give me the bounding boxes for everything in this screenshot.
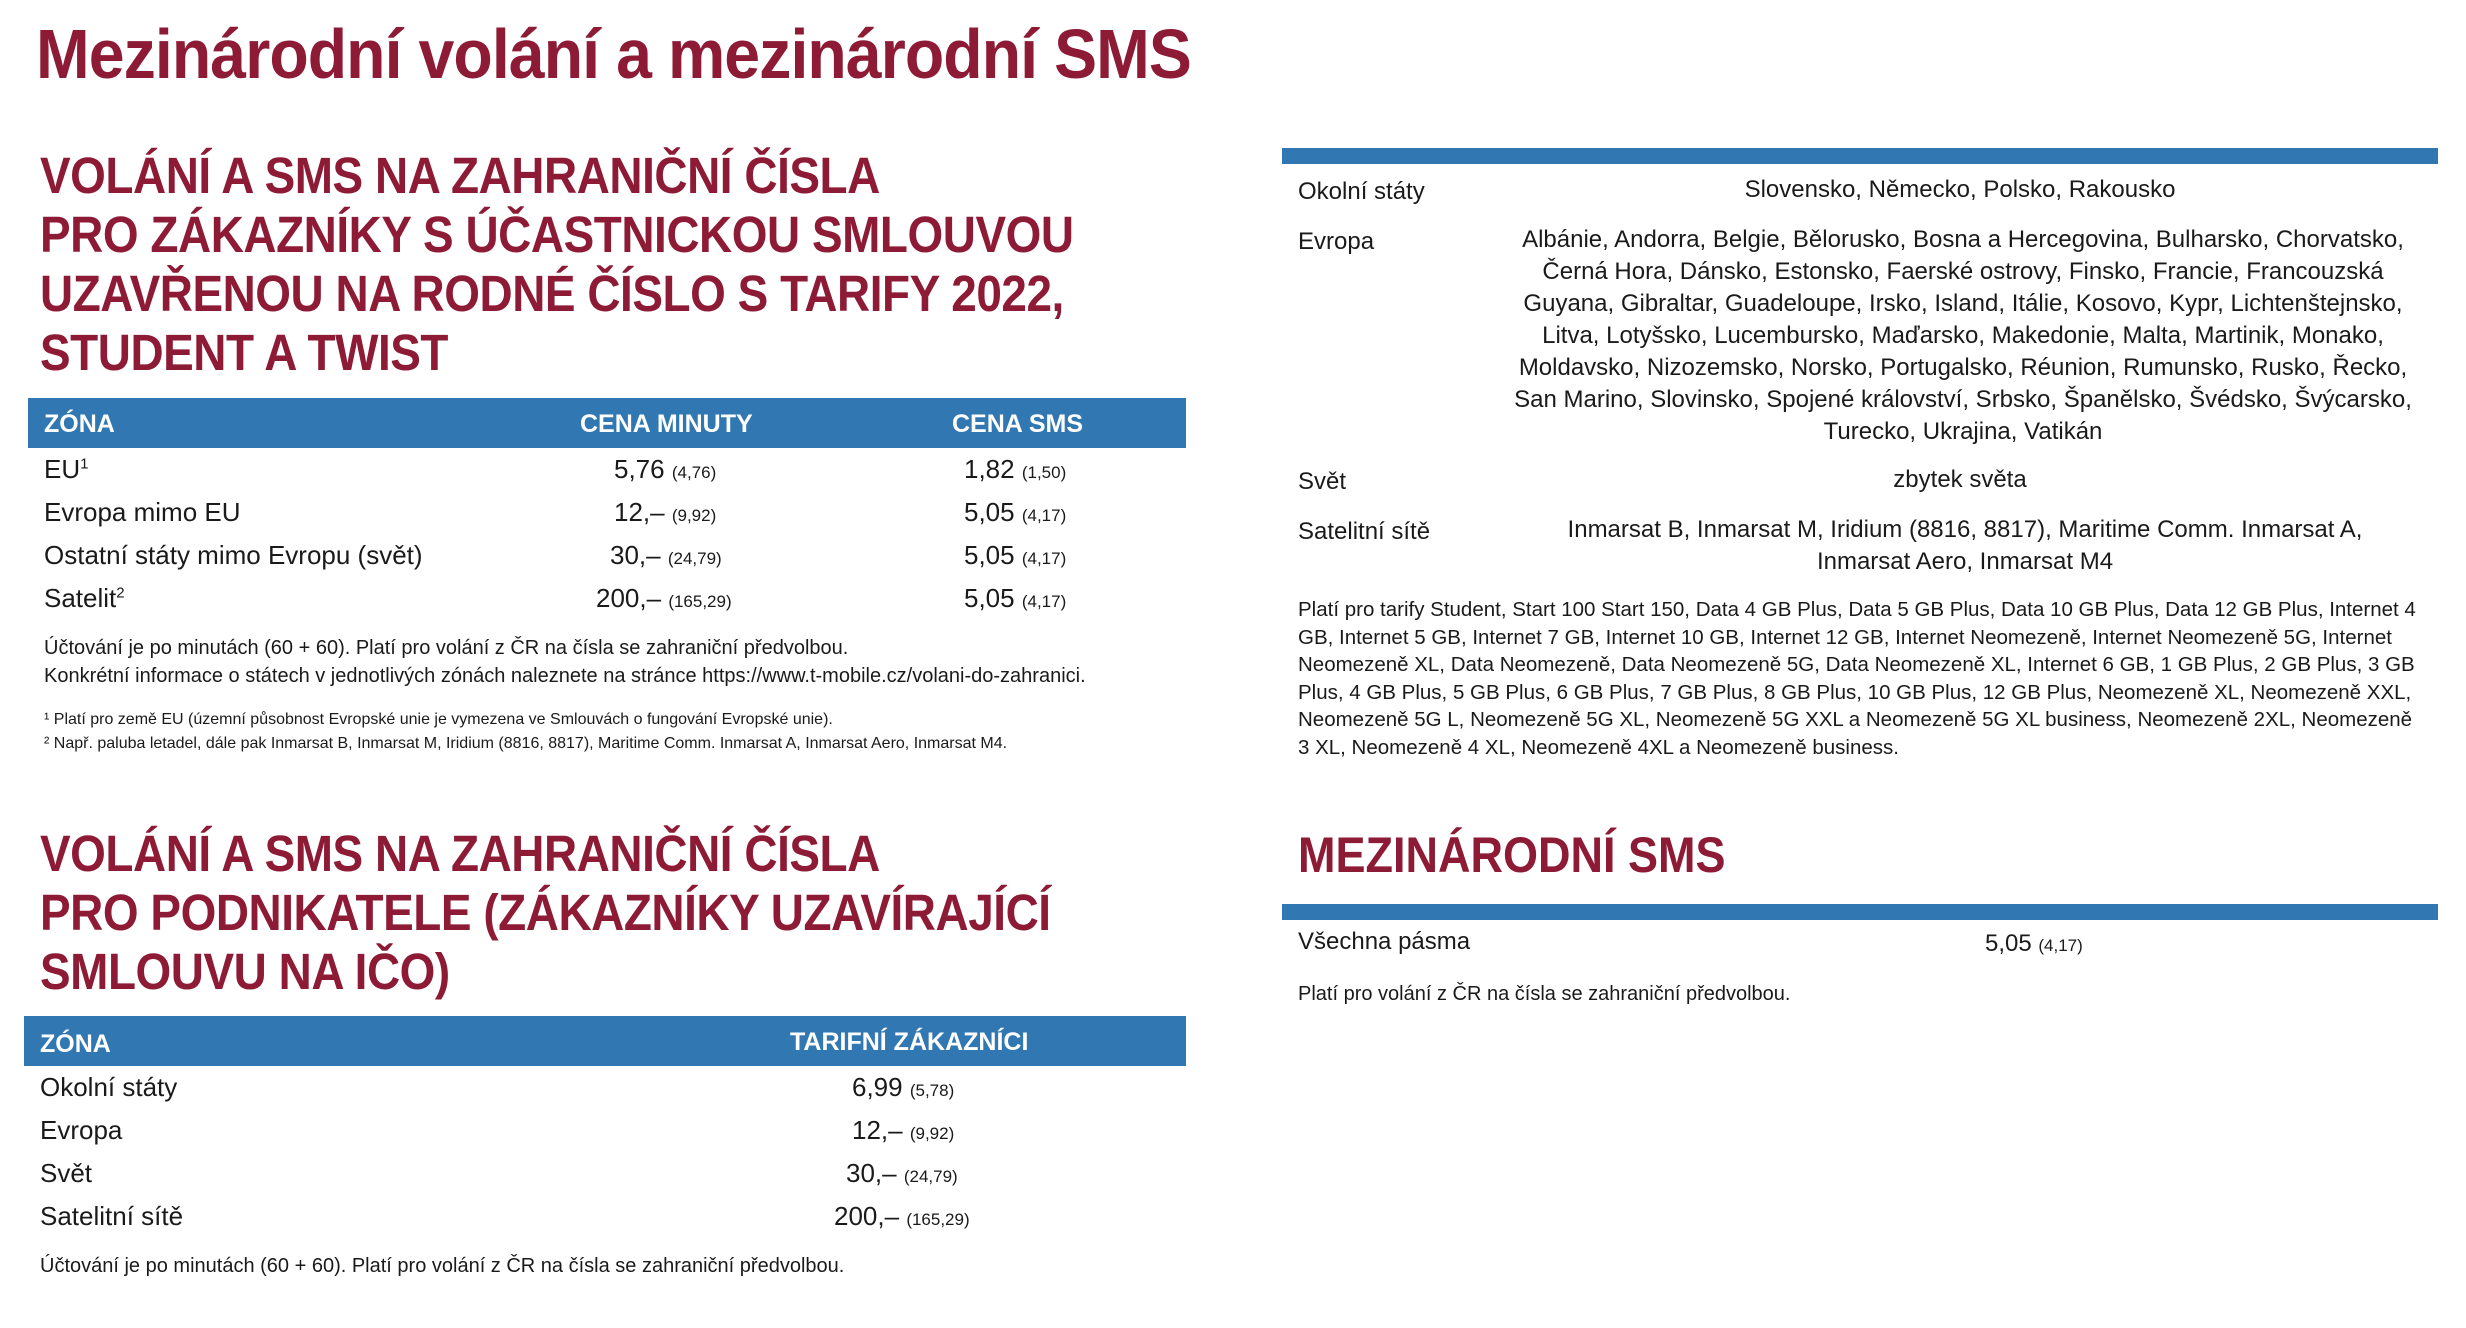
- minute-price: 200,–: [596, 583, 662, 613]
- sms-price-net: (4,17): [1021, 506, 1067, 525]
- minute-price-net: (24,79): [667, 549, 722, 568]
- section1-title-line: VOLÁNÍ A SMS NA ZAHRANIČNÍ ČÍSLA: [40, 147, 880, 204]
- sms-price-net: (1,50): [1021, 463, 1067, 482]
- tariff-price-net: (9,92): [909, 1124, 955, 1143]
- zone-label: Satelitní sítě: [40, 1201, 184, 1231]
- section1-title-line: STUDENT A TWIST: [40, 324, 449, 381]
- footnote-1: ¹ Platí pro země EU (územní působnost Evropské unie je vymezena ve Smlouvách o fungování Evropské unie).: [44, 711, 833, 728]
- section1-footnotes: [44, 708, 1007, 756]
- zone-countries: Slovensko, Německo, Polsko, Rakousko: [1744, 176, 2176, 203]
- billing-note: Účtování je po minutách (60 + 60). Platí pro volání z ČR na čísla se zahraniční předvolbou.: [44, 637, 849, 659]
- minute-price: 30,–: [610, 540, 661, 570]
- sms-price: 5,05: [964, 583, 1015, 613]
- zone-label: Evropa mimo EU: [44, 497, 241, 527]
- sms-price-net: (4,17): [2038, 936, 2083, 955]
- zones-divider-bar: [1282, 148, 2438, 164]
- zones-info-note: Konkrétní informace o státech v jednotlivých zónách naleznete na stránce https://www.t-mobile.cz/volani-do-zahranici.: [44, 665, 1086, 687]
- zone-countries: Inmarsat B, Inmarsat M, Iridium (8816, 8817), Maritime Comm. Inmarsat A, Inmarsat Aero, Inmarsat M4: [1567, 516, 2363, 575]
- sms-price: 5,05: [1985, 930, 2032, 957]
- zone-label: Evropa: [1298, 228, 1375, 255]
- zone-label: Okolní státy: [40, 1072, 178, 1102]
- sms-price-net: (4,17): [1021, 592, 1067, 611]
- header-tariff-customers: TARIFNÍ ZÁKAZNÍCI: [790, 1028, 1029, 1056]
- section2-title: [40, 824, 1051, 1001]
- zone-label: EU: [44, 454, 81, 484]
- section2-billing-note: Účtování je po minutách (60 + 60). Platí pro volání z ČR na čísla se zahraniční předvolbou.: [40, 1255, 845, 1277]
- zone-label: Svět: [1298, 468, 1347, 495]
- footnote-mark: 1: [80, 455, 89, 473]
- sms-price-net: (4,17): [1021, 549, 1067, 568]
- zone-label: Okolní státy: [1298, 178, 1425, 205]
- tariff-price-net: (5,78): [909, 1081, 955, 1100]
- section2-title-line: VOLÁNÍ A SMS NA ZAHRANIČNÍ ČÍSLA: [40, 825, 880, 882]
- sms-section-title: MEZINÁRODNÍ SMS: [1298, 827, 1726, 883]
- zone-label: Evropa: [40, 1115, 123, 1145]
- section1-notes: [44, 634, 1086, 690]
- header-zone: ZÓNA: [40, 1030, 111, 1058]
- sms-divider-bar: [1282, 904, 2438, 920]
- header-sms-price: CENA SMS: [952, 410, 1084, 438]
- footnote-mark: 2: [116, 584, 125, 602]
- section1-table-header: [28, 398, 1186, 448]
- tariff-price-net: (24,79): [903, 1167, 958, 1186]
- sms-price: 1,82: [964, 454, 1015, 484]
- section2-title-line: SMLOUVU NA IČO): [40, 943, 450, 1000]
- tariff-price: 30,–: [846, 1158, 897, 1188]
- zone-label: Ostatní státy mimo Evropu (svět): [44, 540, 423, 570]
- section2-table-header: [24, 1016, 1186, 1066]
- tariff-price: 12,–: [852, 1115, 903, 1145]
- minute-price-net: (165,29): [668, 592, 732, 611]
- minute-price: 5,76: [614, 454, 665, 484]
- tariff-price: 200,–: [834, 1201, 900, 1231]
- minute-price-net: (9,92): [671, 506, 717, 525]
- zone-label: Satelit: [44, 583, 117, 613]
- minute-price: 12,–: [614, 497, 665, 527]
- sms-zone-label: Všechna pásma: [1298, 928, 1471, 955]
- sms-price: 5,05: [964, 497, 1015, 527]
- zone-countries: Albánie, Andorra, Belgie, Bělorusko, Bosna a Hercegovina, Bulharsko, Chorvatsko, Černá Hora, Dánsko, Estonsko, Faerské ostrovy, Finsko, Francie, Francouzská Guyana, Gibraltar, Guadeloupe, Irsko, Island, Itálie, Kosovo, Kypr, Lichtenštejnsko, Litva, Lotyšsko, Lucembursko, Maďarsko, Makedonie, Malta, Martinik, Monako, Moldavsko, Nizozemsko, Norsko, Portugalsko, Réunion, Rumunsko, Rusko, Řecko, San Marino, Slovinsko, Spojené království, Srbsko, Španělsko, Švédsko, Švýcarsko, Turecko, Ukrajina, Vatikán: [1514, 226, 2412, 445]
- section1-title-line: PRO ZÁKAZNÍKY S ÚČASTNICKOU SMLOUVOU: [40, 206, 1074, 263]
- page-title: Mezinárodní volání a mezinárodní SMS: [36, 15, 1191, 93]
- zone-countries: zbytek světa: [1893, 466, 2027, 493]
- tariff-price: 6,99: [852, 1072, 903, 1102]
- minute-price-net: (4,76): [671, 463, 717, 482]
- zone-label: Svět: [40, 1158, 93, 1188]
- section1-title: [40, 146, 1074, 382]
- section2-title-line: PRO PODNIKATELE (ZÁKAZNÍKY UZAVÍRAJÍCÍ: [40, 884, 1051, 941]
- tariff-price-net: (165,29): [906, 1210, 970, 1229]
- tariffs-applicability-note: Platí pro tarify Student, Start 100 Start 150, Data 4 GB Plus, Data 5 GB Plus, Data 10 GB Plus, Data 12 GB Plus, Internet 4 GB, Internet 5 GB, Internet 7 GB, Internet 10 GB, Internet 12 GB, Internet Neomezeně, Internet Neomezeně 5G, Internet Neomezeně XL, Data Neomezeně, Data Neomezeně 5G, Data Neomezeně XL, Internet 6 GB, 1 GB Plus, 2 GB Plus, 3 GB Plus, 4 GB Plus, 5 GB Plus, 6 GB Plus, 7 GB Plus, 8 GB Plus, 10 GB Plus, 12 GB Plus, Neomezeně XL, Neomezeně XXL, Neomezeně 5G L, Neomezeně 5G XL, Neomezeně 5G XXL a Neomezeně 5G XL business, Neomezeně 2XL, Neomezeně 3 XL, Neomezeně 4 XL, Neomezeně 4XL a Neomezeně business.: [1298, 598, 2416, 759]
- section1-title-line: UZAVŘENOU NA RODNÉ ČÍSLO S TARIFY 2022,: [40, 265, 1064, 322]
- sms-note: Platí pro volání z ČR na čísla se zahraniční předvolbou.: [1298, 983, 1791, 1005]
- footnote-2: ² Např. paluba letadel, dále pak Inmarsat B, Inmarsat M, Iridium (8816, 8817), Maritime Comm. Inmarsat A, Inmarsat Aero, Inmarsat M4.: [44, 735, 1008, 752]
- header-zone: ZÓNA: [44, 410, 115, 438]
- sms-price: 5,05: [964, 540, 1015, 570]
- zone-label: Satelitní sítě: [1298, 518, 1431, 545]
- header-minute-price: CENA MINUTY: [580, 410, 753, 438]
